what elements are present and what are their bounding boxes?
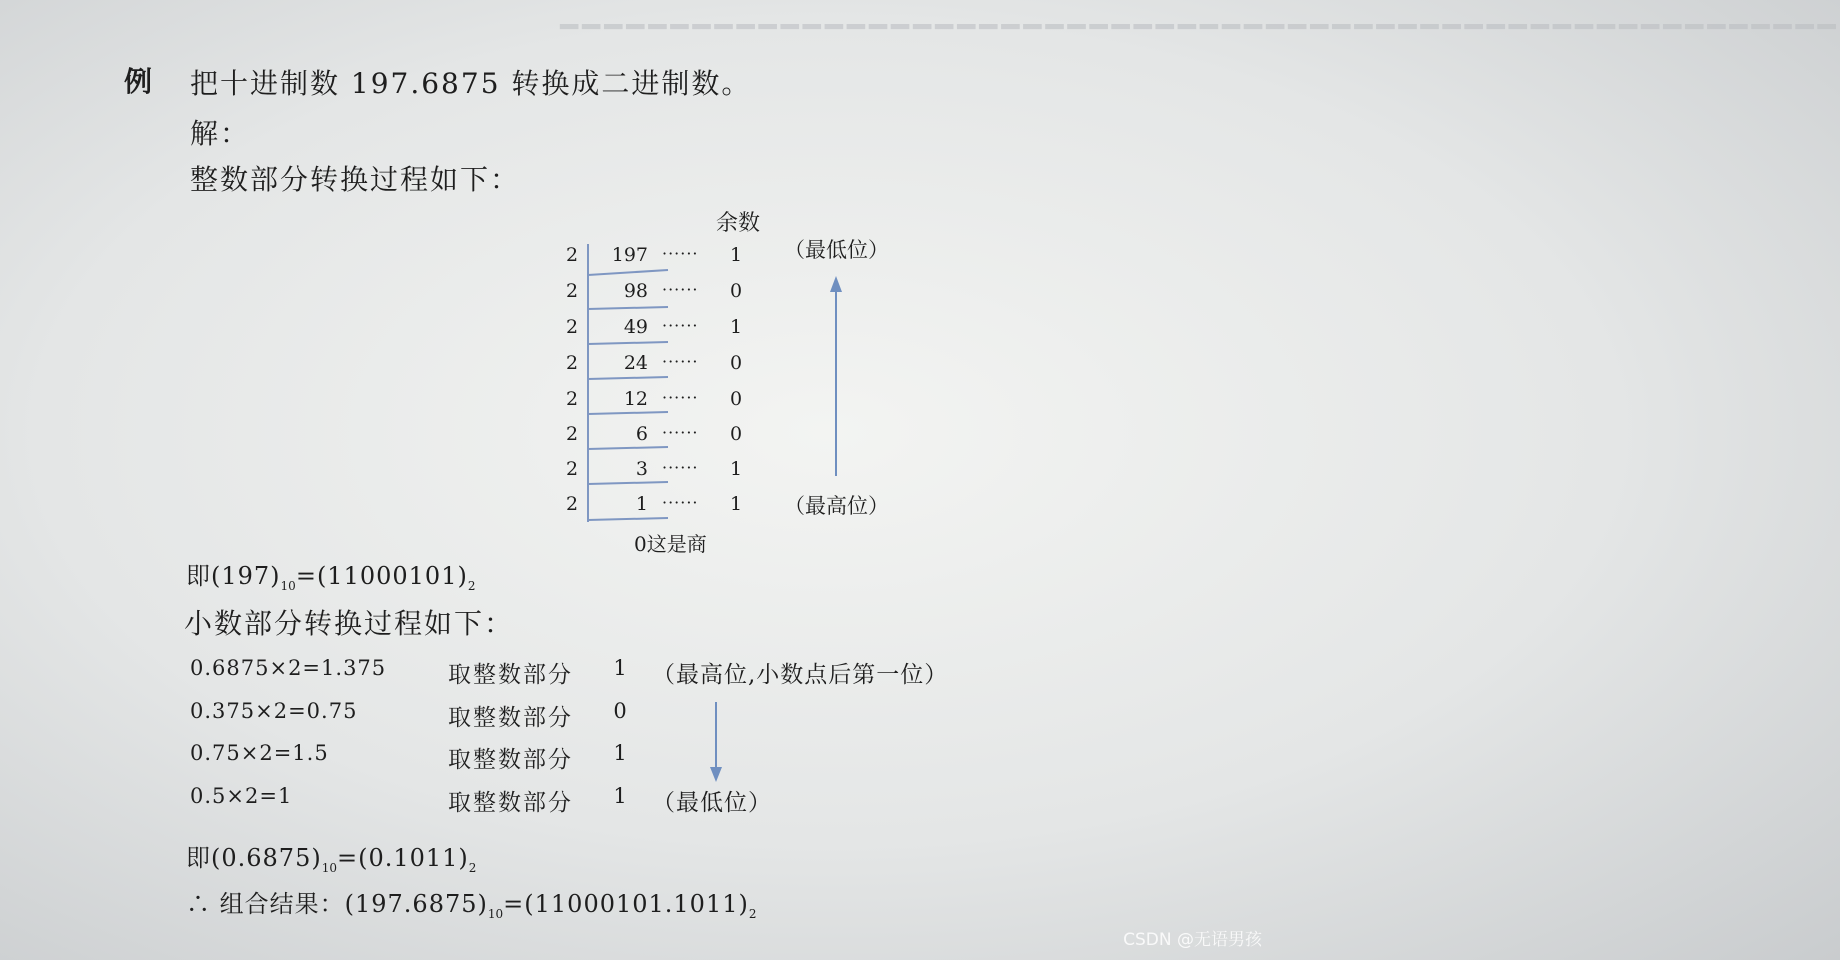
combined-result — [186, 884, 757, 921]
fraction-action: 取整数部分 — [448, 705, 573, 731]
fraction-note: （最低位） — [652, 790, 772, 816]
divisor: 2 — [565, 316, 579, 338]
remainder: 0 — [729, 280, 743, 302]
integer-result-base-to: 2 — [467, 579, 476, 593]
integer-result — [186, 556, 475, 593]
integer-heading: 整数部分转换过程如下： — [190, 163, 521, 196]
integer-step-row — [0, 244, 1280, 278]
combined-result-prefix: ∴ 组合结果：(197.6875) — [186, 890, 488, 918]
divisor: 2 — [565, 458, 579, 480]
watermark: CSDN @无语男孩 — [1123, 930, 1262, 950]
dots: ······ — [662, 244, 699, 263]
fraction-bit: 0 — [613, 699, 627, 723]
fraction-action: 取整数部分 — [448, 790, 573, 816]
dots: ······ — [662, 352, 699, 371]
divisor: 2 — [565, 352, 579, 374]
divisor: 2 — [565, 388, 579, 410]
quotient: 24 — [623, 352, 648, 374]
integer-step-row — [0, 388, 1280, 422]
fraction-step-row — [0, 784, 1280, 824]
remainder: 0 — [729, 388, 743, 410]
combined-result-middle: =(11000101.1011) — [503, 890, 749, 918]
integer-step-row — [0, 352, 1280, 386]
quotient: 197 — [611, 244, 648, 266]
remainder: 1 — [729, 244, 743, 266]
fraction-action: 取整数部分 — [448, 747, 573, 773]
remainder: 0 — [729, 423, 743, 445]
remainder: 1 — [729, 493, 743, 515]
dots: ······ — [662, 493, 699, 512]
fraction-heading: 小数部分转换过程如下： — [184, 607, 515, 640]
integer-step-row — [0, 458, 1280, 492]
fraction-step-row — [0, 699, 1280, 739]
integer-result-prefix: 即(197) — [186, 562, 281, 590]
integer-step-row — [0, 423, 1280, 457]
combined-result-base-from: 10 — [487, 907, 504, 921]
remainder: 1 — [729, 316, 743, 338]
quotient: 98 — [623, 280, 648, 302]
highest-bit-label: （最高位） — [784, 494, 889, 518]
dots: ······ — [662, 316, 699, 335]
quotient: 12 — [623, 388, 648, 410]
quotient: 49 — [623, 316, 648, 338]
fraction-step-row — [0, 656, 1280, 696]
combined-result-base-to: 2 — [748, 907, 757, 921]
final-quotient-label: 0这是商 — [634, 532, 707, 556]
dots: ······ — [662, 458, 699, 477]
remainder-header: 余数 — [716, 211, 761, 236]
fraction-note: （最高位,小数点后第一位） — [652, 662, 949, 688]
bleed-through-text: ━━━━━━━━━━━━━━━━━━━━━━━━━━━━━━━━━━━━━━━━━━━━━━━━━━━━━━━━━━ — [560, 10, 1840, 45]
fraction-expression: 0.75×2=1.5 — [190, 741, 329, 765]
fraction-result-prefix: 即(0.6875) — [186, 844, 322, 872]
fraction-expression: 0.6875×2=1.375 — [190, 656, 387, 680]
fraction-action: 取整数部分 — [448, 662, 573, 688]
lowest-bit-label: （最低位） — [784, 238, 889, 262]
solution-label: 解： — [190, 117, 251, 150]
fraction-bit: 1 — [613, 656, 627, 680]
dots: ······ — [662, 388, 699, 407]
integer-step-row — [0, 316, 1280, 350]
fraction-expression: 0.375×2=0.75 — [190, 699, 358, 723]
integer-step-row — [0, 280, 1280, 314]
dots: ······ — [662, 423, 699, 442]
fraction-result-middle: =(0.1011) — [336, 844, 469, 872]
example-label: 例 — [124, 65, 155, 98]
remainder: 1 — [729, 458, 743, 480]
fraction-result-base-to: 2 — [468, 861, 477, 875]
divisor: 2 — [565, 244, 579, 266]
quotient: 1 — [635, 493, 648, 515]
fraction-result — [186, 838, 476, 875]
fraction-result-base-from: 10 — [321, 861, 337, 875]
integer-step-row — [0, 493, 1280, 527]
remainder: 0 — [729, 352, 743, 374]
fraction-bit: 1 — [613, 784, 627, 808]
divisor: 2 — [565, 280, 579, 302]
divisor: 2 — [565, 493, 579, 515]
problem-statement: 把十进制数 197.6875 转换成二进制数。 — [190, 67, 752, 100]
dots: ······ — [662, 280, 699, 299]
integer-result-base-from: 10 — [280, 579, 296, 593]
quotient: 6 — [635, 423, 648, 445]
fraction-step-row — [0, 741, 1280, 781]
fraction-expression: 0.5×2=1 — [190, 784, 293, 808]
divisor: 2 — [565, 423, 579, 445]
quotient: 3 — [635, 458, 648, 480]
integer-result-middle: =(11000101) — [295, 562, 468, 590]
fraction-bit: 1 — [613, 741, 627, 765]
